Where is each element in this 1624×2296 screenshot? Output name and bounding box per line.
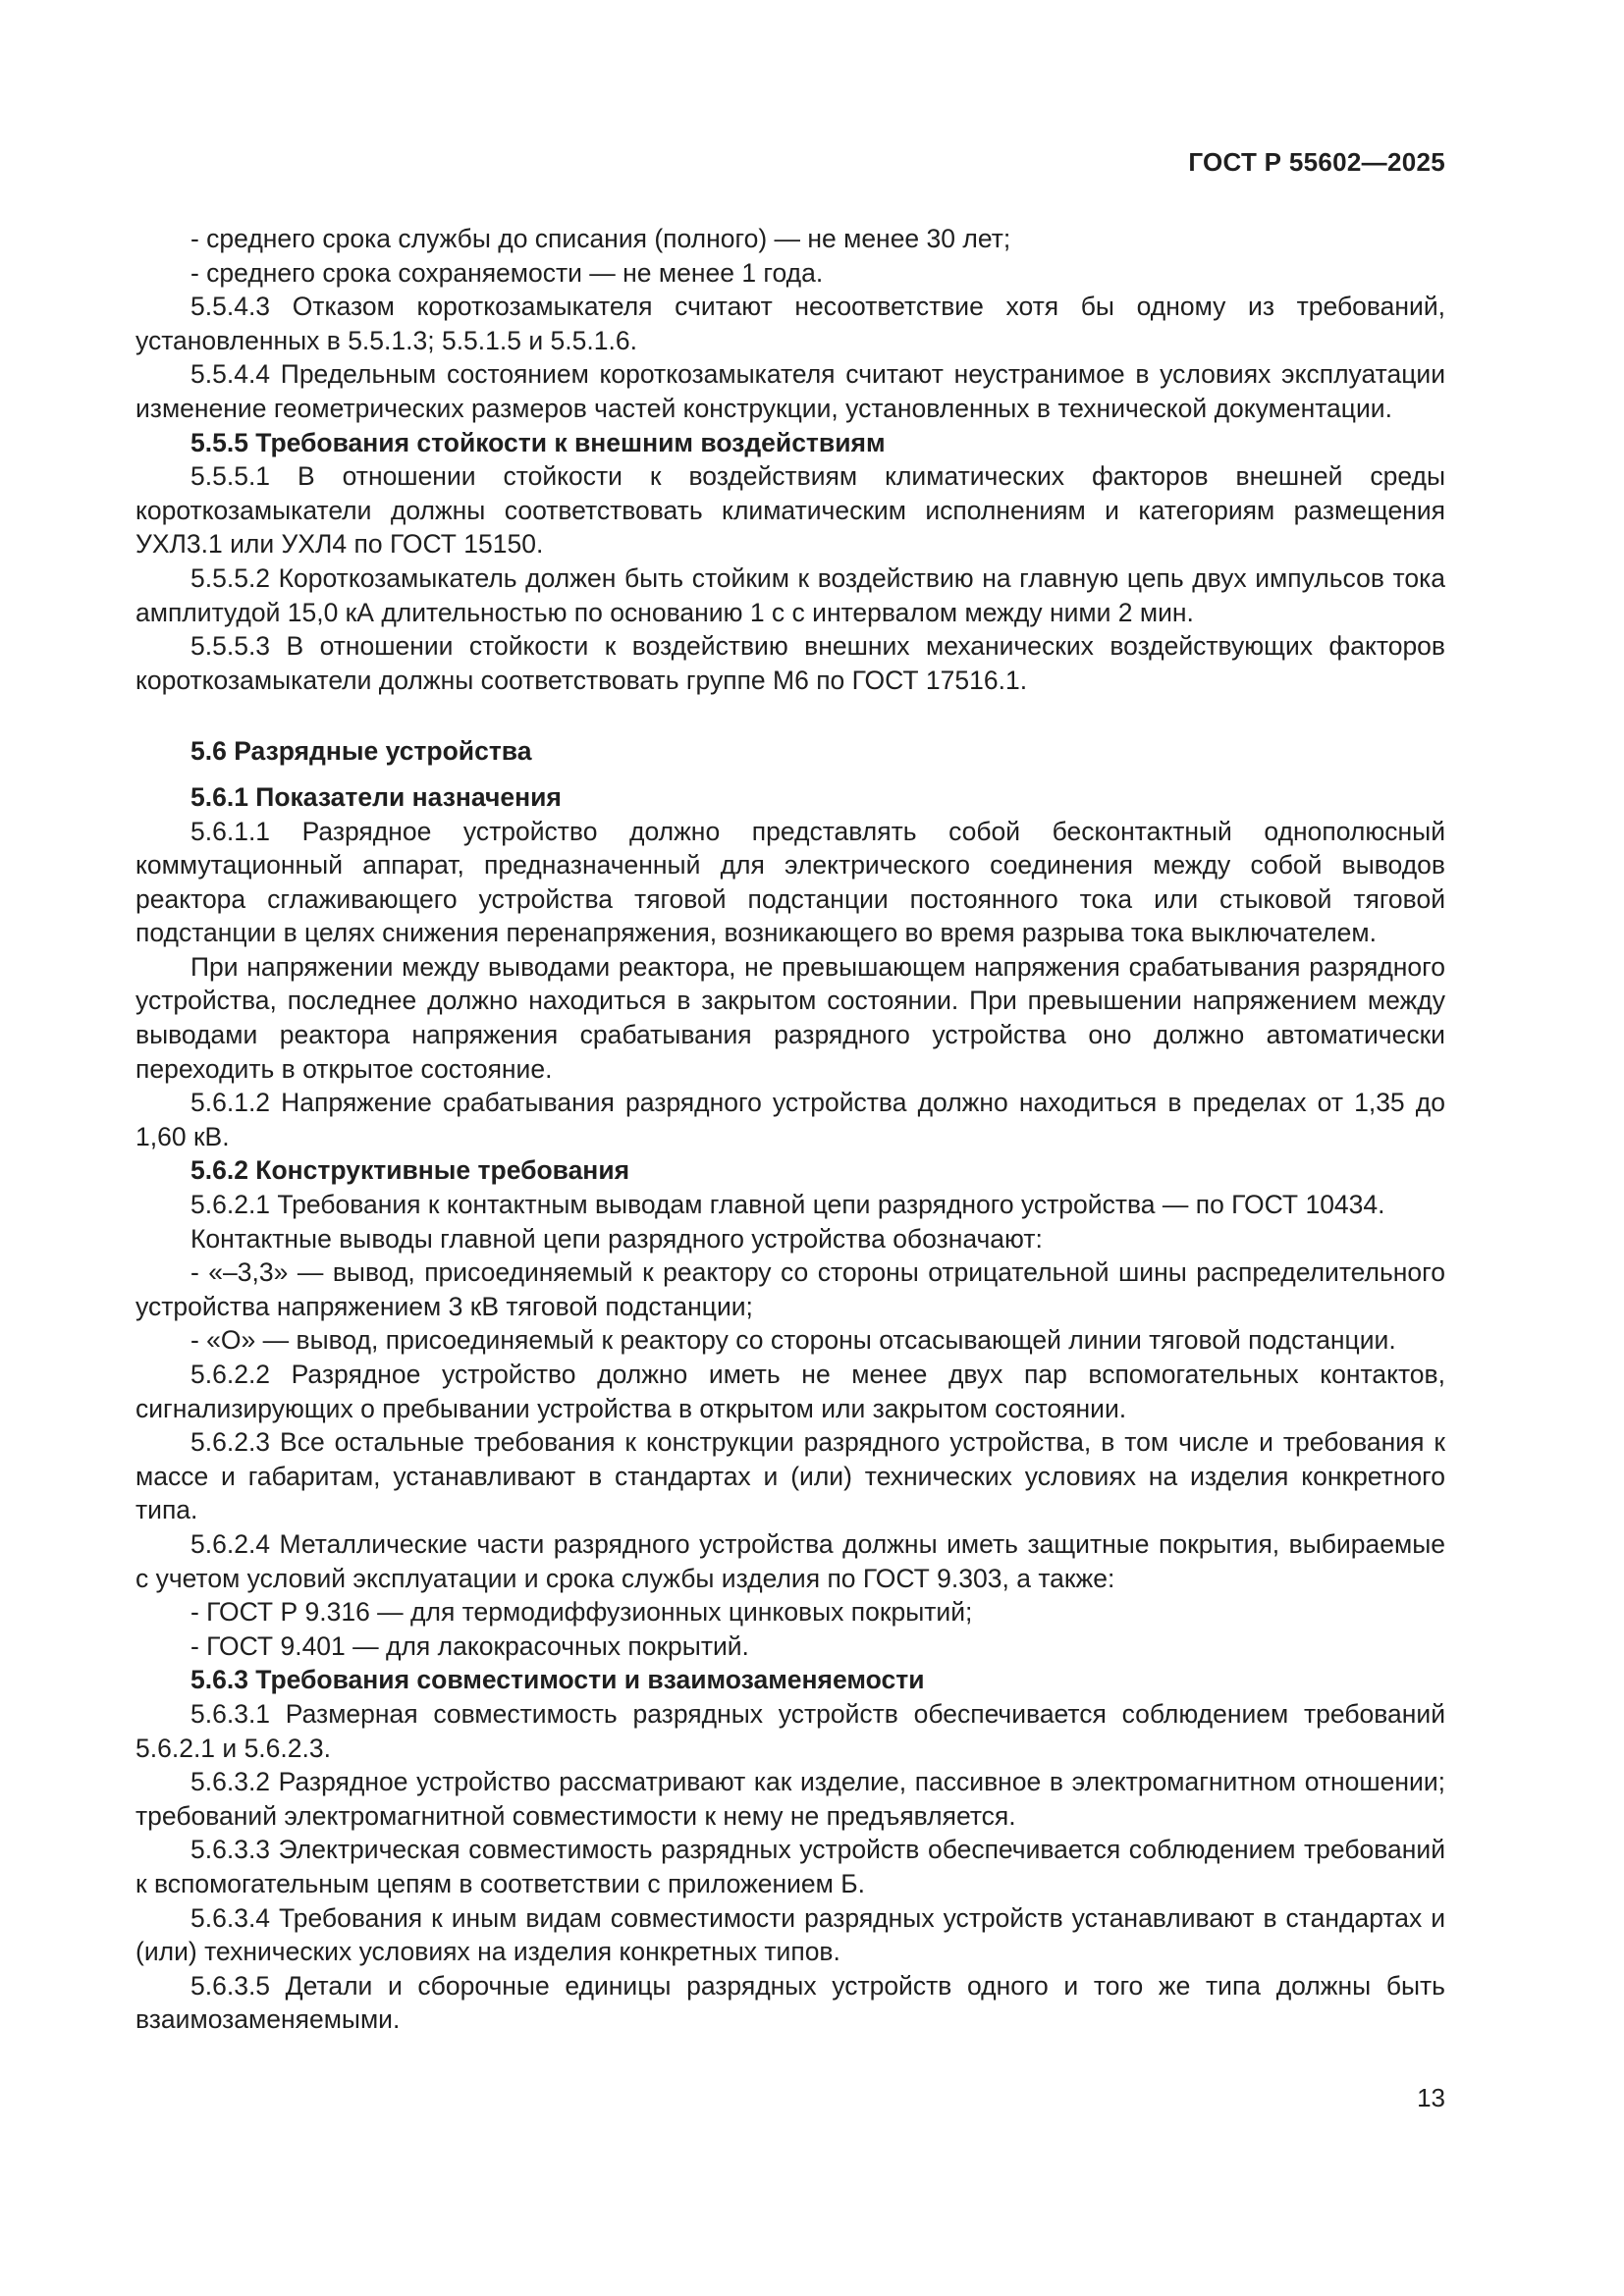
heading-5-6: 5.6 Разрядные устройства — [190, 736, 532, 767]
list-item-terminal-minus: - «–3,3» — вывод, присоединяемый к реактору со стороны отрицательной шины распределительного устройства напряжением 3 кВ тяговой подстанции; — [135, 1257, 1445, 1321]
clause-5-5-5-1: 5.5.5.1 В отношении стойкости к воздействиям климатических факторов внешней среды короткозамыкатели должны соответствовать климатическим исполнениям и категориям размещения УХЛ3.1 или УХЛ4 по ГОСТ 15150. — [135, 461, 1445, 560]
clause-5-6-1-1-continued: При напряжении между выводами реактора, не превышающем напряжения срабатывания разрядного устройства, последнее должно находиться в закрытом состоянии. При превышении напряжением между выводами реактора напряжения срабатывания разрядного устройства оно должно автоматически переходить в открытое состояние. — [135, 951, 1445, 1084]
clause-5-6-3-3: 5.6.3.3 Электрическая совместимость разрядных устройств обеспечивается соблюдением требований к вспомогательным цепям в соответствии с приложением Б. — [135, 1835, 1445, 1898]
document-body — [135, 222, 1445, 2037]
clause-5-5-5-2: 5.5.5.2 Короткозамыкатель должен быть стойким к воздействию на главную цепь двух импульсов тока амплитудой 15,0 кА длительностью по основанию 1 с с интервалом между ними 2 мин. — [135, 562, 1445, 627]
clause-5-6-1-2: 5.6.1.2 Напряжение срабатывания разрядного устройства должно находиться в пределах от 1,35 до 1,60 кВ. — [135, 1088, 1445, 1151]
heading-5-6-2: 5.6.2 Конструктивные требования — [190, 1155, 630, 1186]
heading-5-5-5: 5.5.5 Требования стойкости к внешним воздействиям — [190, 427, 886, 457]
clause-5-6-2-4: 5.6.2.4 Металлические части разрядного устройства должны иметь защитные покрытия, выбираемые с учетом условий эксплуатации и срока службы изделия по ГОСТ 9.303, а также: — [135, 1528, 1445, 1593]
clause-5-6-3-2: 5.6.3.2 Разрядное устройство рассматривают как изделие, пассивное в электромагнитном отношении; требований электромагнитной совместимости к нему не предъявляется. — [135, 1767, 1445, 1831]
clause-5-5-4-3: 5.5.4.3 Отказом короткозамыкателя считают несоответствие хотя бы одному из требований, установленных в 5.5.1.3; 5.5.1.5 и 5.5.1.6. — [135, 292, 1445, 355]
clause-5-6-3-5: 5.6.3.5 Детали и сборочные единицы разрядных устройств одного и того же типа должны быть взаимозаменяемыми. — [135, 1970, 1445, 2035]
list-item-terminal-o: - «О» — вывод, присоединяемый к реактору со стороны отсасывающей линии тяговой подстанции. — [190, 1325, 1396, 1356]
heading-5-6-3: 5.6.3 Требования совместимости и взаимозаменяемости — [190, 1665, 925, 1695]
terminal-designation-intro: Контактные выводы главной цепи разрядного устройства обозначают: — [190, 1223, 1043, 1254]
clause-5-5-5-3: 5.5.5.3 В отношении стойкости к воздействию внешних механических воздействующих факторов короткозамыкатели должны соответствовать группе М6 по ГОСТ 17516.1. — [135, 631, 1445, 695]
list-item-gost-9-316: - ГОСТ Р 9.316 — для термодиффузионных цинковых покрытий; — [190, 1597, 973, 1628]
clause-5-6-1-1: 5.6.1.1 Разрядное устройство должно представлять собой бесконтактный однополюсный коммутационный аппарат, предназначенный для электрического соединения между собой выводов реактора сглаживающего устройства тяговой подстанции постоянного тока или стыковой тяговой подстанции в целях снижения перенапряжения, возникающего во время разрыва тока выключателем. — [135, 816, 1445, 948]
clause-5-6-2-3: 5.6.2.3 Все остальные требования к конструкции разрядного устройства, в том числе и требования к массе и габаритам, устанавливают в стандартах и (или) технических условиях на изделия конкретного типа. — [135, 1427, 1445, 1525]
list-item-gost-9-401: - ГОСТ 9.401 — для лакокрасочных покрытий. — [190, 1630, 749, 1661]
heading-5-6-1: 5.6.1 Показатели назначения — [190, 781, 562, 812]
clause-5-6-2-2: 5.6.2.2 Разрядное устройство должно иметь не менее двух пар вспомогательных контактов, сигнализирующих о пребывании устройства в открытом или закрытом состоянии. — [135, 1360, 1445, 1423]
clause-5-6-2-1: 5.6.2.1 Требования к контактным выводам главной цепи разрядного устройства — по ГОСТ 10434. — [190, 1190, 1385, 1220]
clause-5-6-3-1: 5.6.3.1 Размерная совместимость разрядных устройств обеспечивается соблюдением требований 5.6.2.1 и 5.6.2.3. — [135, 1698, 1445, 1763]
clause-5-6-3-4: 5.6.3.4 Требования к иным видам совместимости разрядных устройств устанавливают в стандартах и (или) технических условиях на изделия конкретных типов. — [135, 1902, 1445, 1967]
document-id-header: ГОСТ Р 55602—2025 — [1188, 147, 1445, 177]
list-item-storage-life: - среднего срока сохраняемости — не менее 1 года. — [190, 257, 824, 288]
list-item-service-life: - среднего срока службы до списания (полного) — не менее 30 лет; — [190, 224, 1011, 253]
clause-5-5-4-4: 5.5.4.4 Предельным состоянием короткозамыкателя считают неустранимое в условиях эксплуатации изменение геометрических размеров частей конструкции, установленных в технической документации. — [135, 359, 1445, 423]
page-number: 13 — [1417, 2083, 1445, 2112]
